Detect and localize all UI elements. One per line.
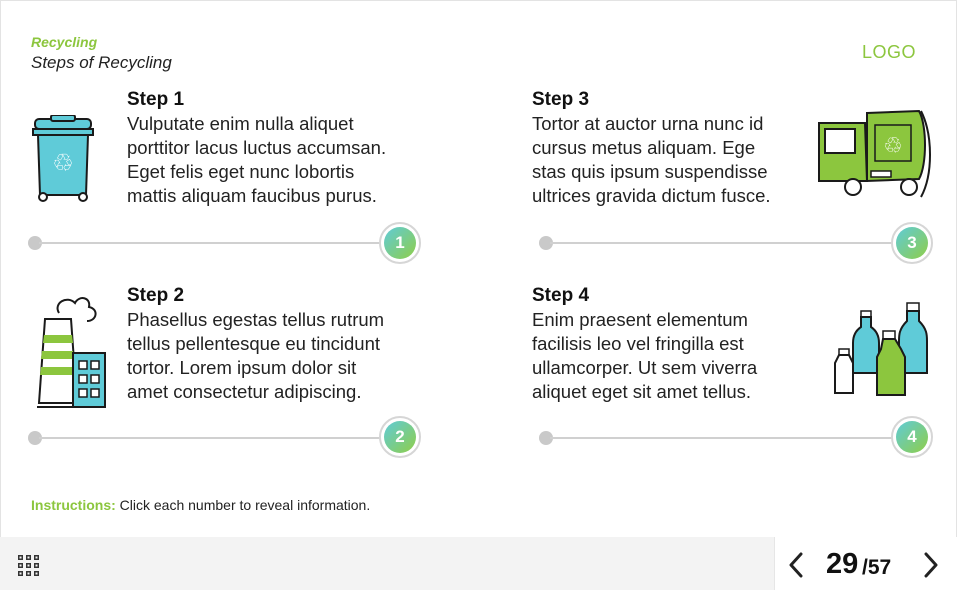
garbage-truck-icon: [815, 105, 931, 201]
step-3-number-button[interactable]: [891, 222, 933, 264]
chevron-right-icon[interactable]: [921, 552, 941, 578]
step-2-number: 2: [384, 421, 416, 453]
step-1-number-button[interactable]: [379, 222, 421, 264]
step-3-track: [550, 242, 895, 244]
grid-menu-icon[interactable]: [18, 555, 40, 577]
current-page-number: 29: [826, 548, 859, 580]
bottles-icon: [833, 301, 929, 397]
instructions: [31, 497, 370, 513]
step-4-body: Enim praesent elementum facilisis leo vel fringilla est ullamcorper. Ut sem viverra aliquet eget sit amet tellus.: [532, 309, 758, 402]
svg-text:♲: ♲: [52, 149, 74, 177]
step-4-track: [550, 437, 895, 439]
step-3-title: Step 3: [532, 89, 590, 110]
step-3-number: 3: [896, 227, 928, 259]
chevron-left-icon[interactable]: [786, 552, 806, 578]
step-2-number-button[interactable]: [379, 416, 421, 458]
svg-text:♲: ♲: [883, 134, 903, 159]
step-4-number-button[interactable]: [891, 416, 933, 458]
step-1-title: Step 1: [127, 89, 185, 110]
step-2-body: Phasellus egestas tellus rutrum tellus pellentesque eu tincidunt tortor. Lorem ipsum dolor sit amet consectetur adipiscing.: [127, 309, 385, 402]
factory-chimney-icon: [37, 291, 109, 409]
instructions-text: Click each number to reveal information.: [115, 497, 371, 513]
instructions-label: Instructions:: [31, 497, 116, 513]
step-3-body: Tortor at auctor urna nunc id cursus metus aliquam. Ege stas quis ipsum suspendisse ultrices gravida dictum fusce.: [532, 113, 771, 206]
logo: LOGO: [862, 42, 917, 62]
step-1-track: [39, 242, 383, 244]
step-1-number: 1: [384, 227, 416, 259]
step-1-body: Vulputate enim nulla aliquet porttitor lacus luctus accumsan. Eget felis eget nunc lobortis mattis aliquam faucibus purus.: [127, 113, 387, 206]
step-4-number: 4: [896, 421, 928, 453]
recycle-bin-icon: [31, 115, 95, 203]
slide-subtitle: Steps of Recycling: [31, 53, 172, 72]
step-2-track: [39, 437, 383, 439]
step-4-title: Step 4: [532, 285, 590, 306]
total-pages: /57: [862, 556, 892, 579]
slide-kicker: Recycling: [31, 34, 98, 50]
step-2-title: Step 2: [127, 285, 185, 306]
